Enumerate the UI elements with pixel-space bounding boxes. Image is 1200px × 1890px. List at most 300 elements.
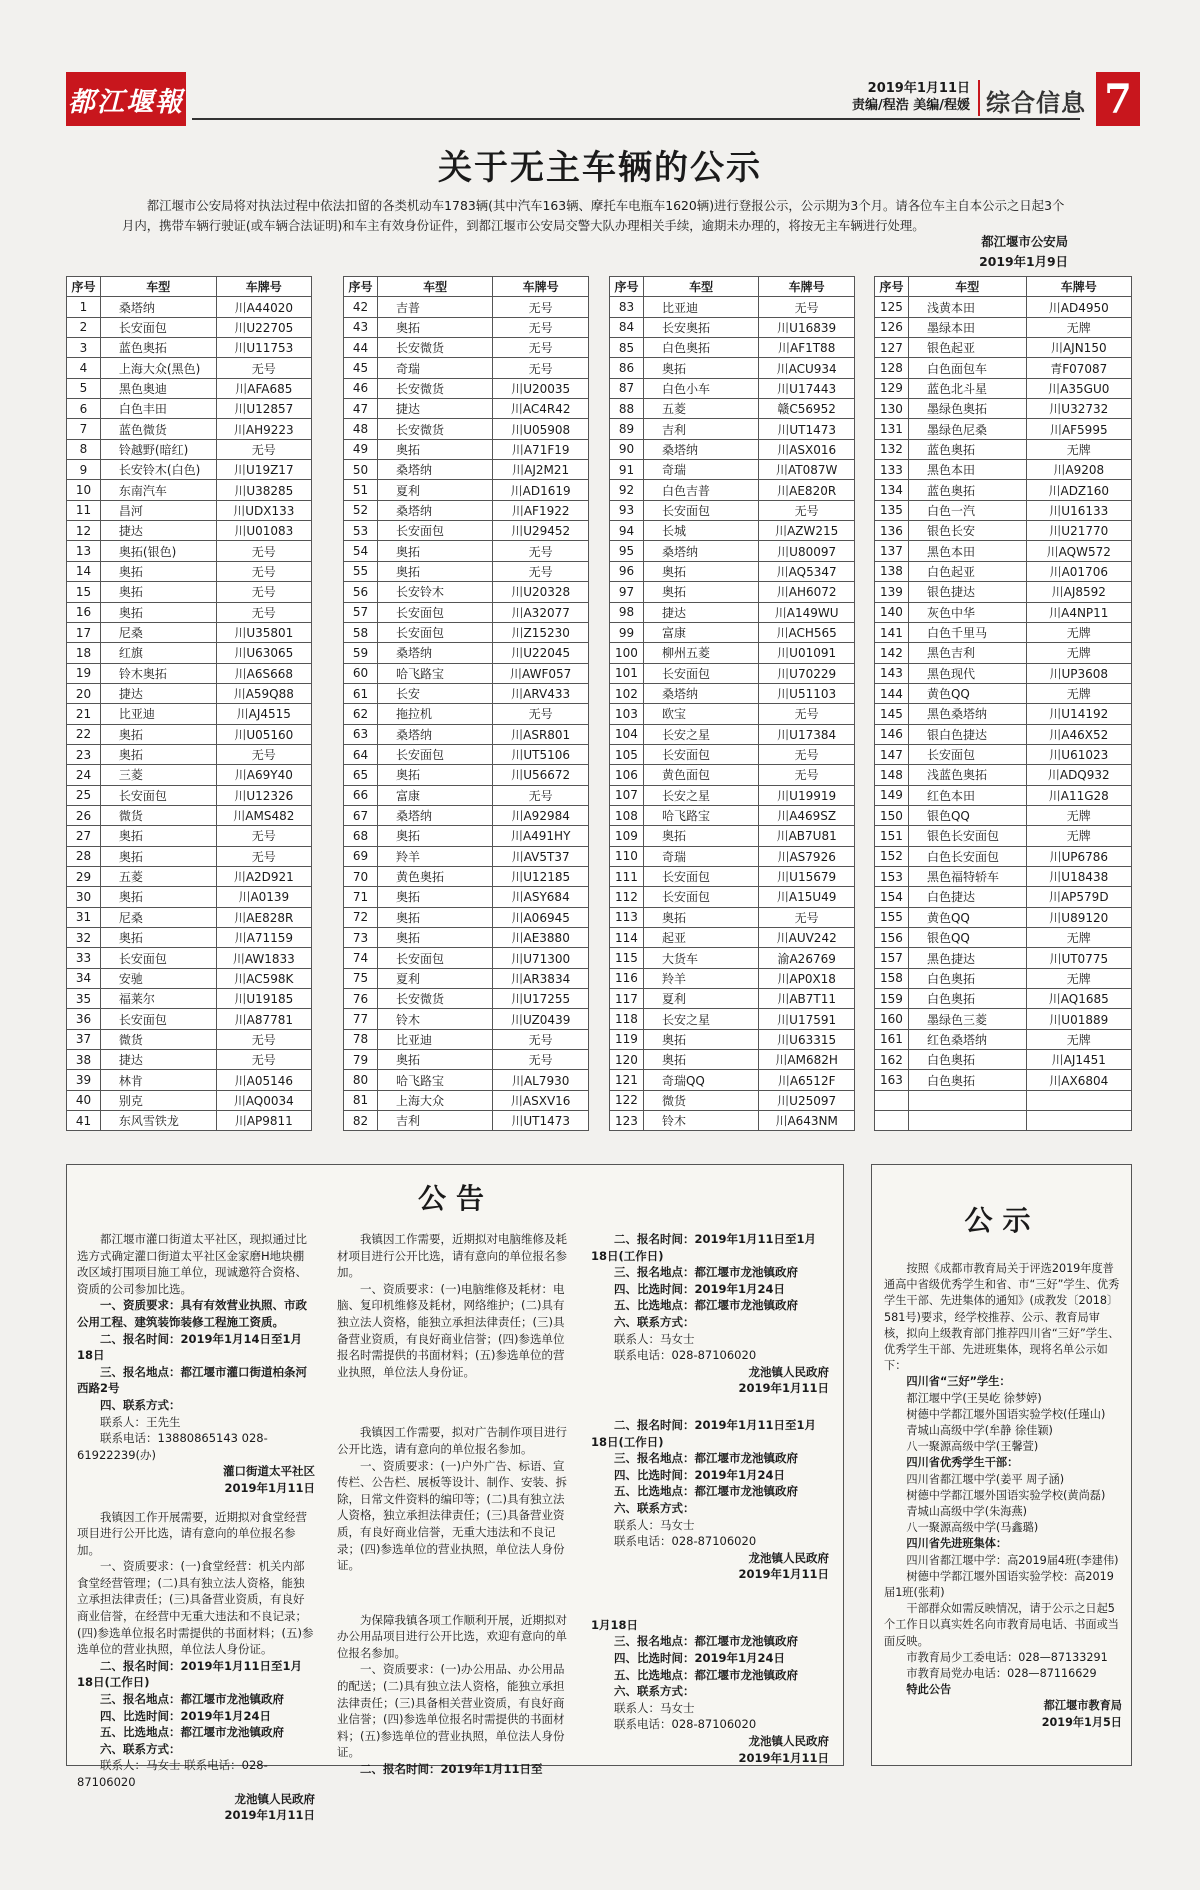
notice-text: 一、资质要求：具有有效营业执照、市政公用工程、建筑装饰装修工程施工资质。 bbox=[77, 1298, 307, 1329]
row-number: 93 bbox=[610, 500, 644, 520]
vehicle-model: 大货车 bbox=[643, 948, 758, 968]
license-plate: 川A6512F bbox=[759, 1070, 855, 1090]
vehicle-model: 吉普 bbox=[377, 297, 492, 317]
license-plate: 川AB7T11 bbox=[759, 989, 855, 1009]
table-header-cell: 序号 bbox=[875, 277, 909, 297]
row-number: 50 bbox=[344, 460, 378, 480]
row-number: 65 bbox=[344, 765, 378, 785]
table-row bbox=[875, 724, 1132, 744]
notice-text: 二、报名时间：2019年1月11日至1月18日(工作日) bbox=[591, 1417, 817, 1449]
license-plate: 川U71300 bbox=[493, 948, 589, 968]
row-number: 99 bbox=[610, 622, 644, 642]
table-row bbox=[344, 1029, 589, 1049]
license-plate: 川AJ8592 bbox=[1026, 582, 1131, 602]
license-plate: 川U15679 bbox=[759, 866, 855, 886]
license-plate: 川U18438 bbox=[1026, 866, 1131, 886]
license-plate: 川AJN150 bbox=[1026, 338, 1131, 358]
table-row bbox=[610, 602, 855, 622]
row-number: 74 bbox=[344, 948, 378, 968]
license-plate: 川AC4R42 bbox=[493, 399, 589, 419]
publicity-text: 青城山高级中学(牟静 徐佳颖) bbox=[906, 1424, 1053, 1438]
vehicle-model: 哈飞路宝 bbox=[377, 1070, 492, 1090]
vehicle-model: 银色QQ bbox=[908, 928, 1026, 948]
table-row bbox=[875, 1111, 1132, 1131]
notice-org: 龙池镇人民政府 bbox=[748, 1734, 829, 1749]
vehicle-model: 奥拓 bbox=[377, 826, 492, 846]
table-row bbox=[344, 1111, 589, 1131]
table-row bbox=[344, 765, 589, 785]
vehicle-model: 墨绿色三菱 bbox=[908, 1009, 1026, 1029]
notice-text: 一、资质要求：(一)电脑维修及耗材：电脑、复印机维修及耗材，网络维护；(二)具有独立法人资格，能独立承担法律责任；(三)具备营业资质，有良好商业信誉；(四)参选单位报名时需提供的书面材料；(五)参选单位的营业执照，单位法人身份证。 bbox=[337, 1281, 565, 1379]
table-row bbox=[344, 358, 589, 378]
license-plate: 川AE828R bbox=[216, 907, 311, 927]
row-number: 94 bbox=[610, 521, 644, 541]
vehicle-model: 奇瑞 bbox=[643, 846, 758, 866]
table-header-row bbox=[875, 277, 1132, 297]
row-number: 126 bbox=[875, 317, 909, 337]
table-row bbox=[67, 541, 312, 561]
table-row bbox=[67, 765, 312, 785]
license-plate: 川AJ4515 bbox=[216, 704, 311, 724]
license-plate: 川ARV433 bbox=[493, 683, 589, 703]
vehicle-model: 奥拓 bbox=[643, 582, 758, 602]
vehicle-model: 奥拓 bbox=[100, 887, 216, 907]
vehicle-model: 红色本田 bbox=[908, 785, 1026, 805]
row-number: 17 bbox=[67, 622, 101, 642]
vehicle-model: 白色奥拓 bbox=[908, 989, 1026, 1009]
license-plate: 川AP579D bbox=[1026, 887, 1131, 907]
table-row bbox=[610, 439, 855, 459]
vehicle-model: 安驰 bbox=[100, 968, 216, 988]
license-plate: 川A0139 bbox=[216, 887, 311, 907]
license-plate: 川A35GU0 bbox=[1026, 378, 1131, 398]
table-row bbox=[344, 724, 589, 744]
row-number: 100 bbox=[610, 643, 644, 663]
table-row bbox=[344, 663, 589, 683]
table-row bbox=[67, 866, 312, 886]
table-row bbox=[344, 480, 589, 500]
table-row bbox=[610, 622, 855, 642]
table-header-cell: 车牌号 bbox=[216, 277, 311, 297]
license-plate: 川U17443 bbox=[759, 378, 855, 398]
table-row bbox=[875, 1009, 1132, 1029]
notice-text: 联系电话：028-87106020 bbox=[614, 1348, 757, 1363]
row-number: 71 bbox=[344, 887, 378, 907]
license-plate: 川U25097 bbox=[759, 1090, 855, 1110]
row-number: 159 bbox=[875, 989, 909, 1009]
row-number: 115 bbox=[610, 948, 644, 968]
row-number: 63 bbox=[344, 724, 378, 744]
row-number: 27 bbox=[67, 826, 101, 846]
row-number: 139 bbox=[875, 582, 909, 602]
row-number: 78 bbox=[344, 1029, 378, 1049]
table-row bbox=[610, 317, 855, 337]
table-row bbox=[610, 338, 855, 358]
license-plate: 川U51103 bbox=[759, 683, 855, 703]
row-number: 83 bbox=[610, 297, 644, 317]
vehicle-model: 银色QQ bbox=[908, 805, 1026, 825]
row-number: 15 bbox=[67, 582, 101, 602]
license-plate: 川U29452 bbox=[493, 521, 589, 541]
row-number: 8 bbox=[67, 439, 101, 459]
row-number: 109 bbox=[610, 826, 644, 846]
notice-text: 联系电话：028-87106020 bbox=[614, 1534, 757, 1549]
vehicle-model: 夏利 bbox=[377, 480, 492, 500]
row-number: 14 bbox=[67, 561, 101, 581]
table-row bbox=[344, 805, 589, 825]
row-number: 138 bbox=[875, 561, 909, 581]
table-row bbox=[610, 399, 855, 419]
vehicle-model: 铃木奥拓 bbox=[100, 663, 216, 683]
row-number: 120 bbox=[610, 1050, 644, 1070]
license-plate: 渝A26769 bbox=[759, 948, 855, 968]
row-number: 117 bbox=[610, 989, 644, 1009]
table-row bbox=[875, 887, 1132, 907]
vehicle-model: 奇瑞 bbox=[643, 460, 758, 480]
row-number: 10 bbox=[67, 480, 101, 500]
publicity-text: 都江堰中学(王昊屹 徐梦婷) bbox=[906, 1391, 1042, 1405]
vehicle-model: 黑色奥迪 bbox=[100, 378, 216, 398]
notice-text: 三、报名地点：都江堰市龙池镇政府 bbox=[100, 1692, 284, 1707]
table-row bbox=[344, 928, 589, 948]
vehicle-model: 奥拓 bbox=[100, 724, 216, 744]
table-row bbox=[610, 460, 855, 480]
notice-title: 公告 bbox=[417, 1182, 494, 1215]
vehicle-model: 黑色福特轿车 bbox=[908, 866, 1026, 886]
license-plate: 川AD4950 bbox=[1026, 297, 1131, 317]
notice-text: 联系电话：13880865143 028-61922239(办) bbox=[77, 1431, 268, 1462]
vehicle-model: 富康 bbox=[377, 785, 492, 805]
table-row bbox=[610, 1070, 855, 1090]
vehicle-model: 白色奥拓 bbox=[908, 1050, 1026, 1070]
publicity-heading: 四川省“三好”学生： bbox=[906, 1375, 1011, 1389]
table-row bbox=[344, 826, 589, 846]
vehicle-model: 奥拓 bbox=[643, 1029, 758, 1049]
vehicle-model: 捷达 bbox=[377, 399, 492, 419]
row-number: 57 bbox=[344, 602, 378, 622]
row-number: 46 bbox=[344, 378, 378, 398]
table-row bbox=[67, 399, 312, 419]
table-row bbox=[344, 643, 589, 663]
row-number: 98 bbox=[610, 602, 644, 622]
publicity-text: 特此公告 bbox=[906, 1683, 952, 1697]
header-editors: 责编/程浩 美编/程媛 bbox=[851, 98, 970, 113]
vehicle-model: 长安面包 bbox=[643, 500, 758, 520]
table-row bbox=[875, 1050, 1132, 1070]
row-number: 73 bbox=[344, 928, 378, 948]
row-number: 82 bbox=[344, 1111, 378, 1131]
vehicle-model: 长安微货 bbox=[377, 989, 492, 1009]
row-number: 34 bbox=[67, 968, 101, 988]
table-row bbox=[875, 317, 1132, 337]
license-plate: 川AQ5347 bbox=[759, 561, 855, 581]
license-plate: 川A9208 bbox=[1026, 460, 1131, 480]
row-number: 147 bbox=[875, 744, 909, 764]
license-plate: 无牌 bbox=[1026, 826, 1131, 846]
vehicle-model: 奥拓 bbox=[100, 826, 216, 846]
row-number: 87 bbox=[610, 378, 644, 398]
license-plate: 川ACH565 bbox=[759, 622, 855, 642]
row-number: 28 bbox=[67, 846, 101, 866]
publicity-text: 干部群众如需反映情况，请于公示之日起5个工作日以真实姓名向市教育局电话、书面或当面反映。 bbox=[884, 1602, 1119, 1648]
row-number: 142 bbox=[875, 643, 909, 663]
license-plate: 无牌 bbox=[1026, 317, 1131, 337]
license-plate: 川A59Q88 bbox=[216, 683, 311, 703]
vehicle-model: 铃木 bbox=[643, 1111, 758, 1131]
table-row bbox=[344, 866, 589, 886]
vehicle-model: 奥拓 bbox=[643, 561, 758, 581]
license-plate: 川Z15230 bbox=[493, 622, 589, 642]
vehicle-model: 奥拓 bbox=[377, 317, 492, 337]
vehicle-model: 长安面包 bbox=[100, 317, 216, 337]
vehicle-model: 三菱 bbox=[100, 765, 216, 785]
vehicle-model: 长安之星 bbox=[643, 724, 758, 744]
notice-text: 我镇因工作需要，拟对广告制作项目进行公开比选，请有意向的单位报名参加。 bbox=[337, 1425, 567, 1456]
vehicle-model: 奥拓 bbox=[643, 1050, 758, 1070]
vehicle-model: 拖拉机 bbox=[377, 704, 492, 724]
license-plate: 川U19Z17 bbox=[216, 460, 311, 480]
vehicle-model: 长安面包 bbox=[908, 744, 1026, 764]
row-number: 97 bbox=[610, 582, 644, 602]
row-number: 33 bbox=[67, 948, 101, 968]
header-rule bbox=[192, 118, 1080, 120]
row-number: 75 bbox=[344, 968, 378, 988]
table-row bbox=[67, 582, 312, 602]
table-row bbox=[875, 419, 1132, 439]
row-number: 59 bbox=[344, 643, 378, 663]
notice-date: 2019年1月11日 bbox=[738, 1567, 829, 1582]
table-row bbox=[610, 907, 855, 927]
license-plate: 无号 bbox=[216, 826, 311, 846]
vehicle-model: 五菱 bbox=[100, 866, 216, 886]
table-row bbox=[344, 683, 589, 703]
row-number: 6 bbox=[67, 399, 101, 419]
license-plate: 川A71159 bbox=[216, 928, 311, 948]
notice-text: 二、报名时间：2019年1月14日至1月18日 bbox=[77, 1331, 303, 1363]
license-plate: 川UDX133 bbox=[216, 500, 311, 520]
table-row bbox=[344, 887, 589, 907]
table-row bbox=[610, 643, 855, 663]
vehicle-model: 奥拓 bbox=[377, 439, 492, 459]
row-number: 58 bbox=[344, 622, 378, 642]
license-plate bbox=[1026, 1111, 1131, 1131]
row-number: 136 bbox=[875, 521, 909, 541]
notice-text: 三、报名地点：都江堰市龙池镇政府 bbox=[614, 1265, 798, 1280]
license-plate: 川A69Y40 bbox=[216, 765, 311, 785]
row-number: 153 bbox=[875, 866, 909, 886]
vehicle-model: 蓝色奥拓 bbox=[908, 480, 1026, 500]
row-number: 161 bbox=[875, 1029, 909, 1049]
notice-org: 灌口街道太平社区 bbox=[223, 1464, 315, 1479]
table-row bbox=[344, 1070, 589, 1090]
vehicle-model: 白色奥拓 bbox=[643, 338, 758, 358]
table-row bbox=[344, 541, 589, 561]
row-number: 88 bbox=[610, 399, 644, 419]
license-plate: 无号 bbox=[216, 439, 311, 459]
row-number: 54 bbox=[344, 541, 378, 561]
vehicle-model: 奥拓 bbox=[100, 744, 216, 764]
row-number: 144 bbox=[875, 683, 909, 703]
table-row bbox=[67, 968, 312, 988]
row-number bbox=[875, 1090, 909, 1110]
vehicle-model: 奥拓 bbox=[100, 928, 216, 948]
notice-text: 联系人：王先生 bbox=[100, 1414, 181, 1429]
row-number: 42 bbox=[344, 297, 378, 317]
table-row bbox=[344, 602, 589, 622]
notice-text: 联系人：马女士 联系电话：028-87106020 bbox=[77, 1758, 268, 1789]
vehicle-model: 墨绿色奥拓 bbox=[908, 399, 1026, 419]
table-row bbox=[875, 622, 1132, 642]
license-plate: 川AWF057 bbox=[493, 663, 589, 683]
publicity-org: 都江堰市教育局 bbox=[1043, 1699, 1122, 1713]
table-row bbox=[875, 663, 1132, 683]
vehicle-model: 夏利 bbox=[377, 968, 492, 988]
row-number: 66 bbox=[344, 785, 378, 805]
license-plate: 川AH6072 bbox=[759, 582, 855, 602]
license-plate: 川U01091 bbox=[759, 643, 855, 663]
vehicle-model: 奥拓 bbox=[377, 1050, 492, 1070]
license-plate: 无号 bbox=[493, 317, 589, 337]
vehicle-model: 银色捷达 bbox=[908, 582, 1026, 602]
row-number: 16 bbox=[67, 602, 101, 622]
row-number: 113 bbox=[610, 907, 644, 927]
table-header-cell: 车型 bbox=[908, 277, 1026, 297]
license-plate: 川U35801 bbox=[216, 622, 311, 642]
notice-text: 四、联系方式： bbox=[100, 1397, 181, 1412]
table-row bbox=[875, 602, 1132, 622]
license-plate: 川A149WU bbox=[759, 602, 855, 622]
table-row bbox=[610, 928, 855, 948]
vehicle-model: 奥拓 bbox=[377, 928, 492, 948]
vehicle-model: 桑塔纳 bbox=[643, 439, 758, 459]
license-plate: 无号 bbox=[759, 297, 855, 317]
license-plate: 川U16839 bbox=[759, 317, 855, 337]
row-number: 150 bbox=[875, 805, 909, 825]
table-row bbox=[344, 785, 589, 805]
vehicle-model: 长安面包 bbox=[377, 948, 492, 968]
license-plate: 川AMS482 bbox=[216, 805, 311, 825]
table-row bbox=[344, 582, 589, 602]
notice-text: 四、比选时间：2019年1月24日 bbox=[614, 1467, 786, 1482]
row-number: 41 bbox=[67, 1111, 101, 1131]
row-number: 91 bbox=[610, 460, 644, 480]
table-header-cell: 车牌号 bbox=[1026, 277, 1131, 297]
row-number: 107 bbox=[610, 785, 644, 805]
vehicle-model: 蓝色奥拓 bbox=[908, 439, 1026, 459]
vehicle-model: 长安之星 bbox=[643, 1009, 758, 1029]
vehicle-model: 白色小车 bbox=[643, 378, 758, 398]
license-plate: 川U11753 bbox=[216, 338, 311, 358]
license-plate: 川U12326 bbox=[216, 785, 311, 805]
row-number: 135 bbox=[875, 500, 909, 520]
table-row bbox=[344, 317, 589, 337]
table-row bbox=[610, 1090, 855, 1110]
vehicle-model: 奥拓 bbox=[377, 561, 492, 581]
license-plate: 无号 bbox=[493, 297, 589, 317]
license-plate: 川ASY684 bbox=[493, 887, 589, 907]
vehicle-model: 铃木 bbox=[377, 1009, 492, 1029]
row-number: 151 bbox=[875, 826, 909, 846]
row-number: 119 bbox=[610, 1029, 644, 1049]
vehicle-model: 奥拓 bbox=[100, 602, 216, 622]
vehicle-model: 长安铃木(白色) bbox=[100, 460, 216, 480]
vehicle-model: 黑色本田 bbox=[908, 541, 1026, 561]
license-plate: 无号 bbox=[759, 744, 855, 764]
row-number: 105 bbox=[610, 744, 644, 764]
table-row bbox=[67, 907, 312, 927]
row-number: 39 bbox=[67, 1070, 101, 1090]
vehicle-model: 桑塔纳 bbox=[643, 683, 758, 703]
notice-org: 龙池镇人民政府 bbox=[748, 1364, 829, 1379]
row-number: 3 bbox=[67, 338, 101, 358]
notice-text: 联系电话：028-87106020 bbox=[614, 1717, 757, 1732]
vehicle-model: 长安微货 bbox=[377, 419, 492, 439]
vehicle-model: 银色长安 bbox=[908, 521, 1026, 541]
publicity-heading: 四川省优秀学生干部： bbox=[906, 1456, 1019, 1470]
row-number: 23 bbox=[67, 744, 101, 764]
notice-text: 二、报名时间：2019年1月11日至 bbox=[360, 1762, 543, 1777]
license-plate: 川AJ2M21 bbox=[493, 460, 589, 480]
license-plate: 川A32077 bbox=[493, 602, 589, 622]
vehicle-model: 长安 bbox=[377, 683, 492, 703]
license-plate: 川ACU934 bbox=[759, 358, 855, 378]
license-plate: 无号 bbox=[216, 1050, 311, 1070]
vehicle-model: 白色长安面包 bbox=[908, 846, 1026, 866]
row-number: 79 bbox=[344, 1050, 378, 1070]
table-row bbox=[344, 704, 589, 724]
issuer: 都江堰市公安局 bbox=[981, 234, 1068, 249]
row-number: 49 bbox=[344, 439, 378, 459]
table-row bbox=[67, 683, 312, 703]
row-number: 129 bbox=[875, 378, 909, 398]
row-number: 92 bbox=[610, 480, 644, 500]
row-number: 146 bbox=[875, 724, 909, 744]
notice-text: 都江堰市灌口街道太平社区，现拟通过比选方式确定灌口街道太平社区金家磨H地块棚改区域打围项目施工单位，现诚邀符合资格、资质的公司参加比选。 bbox=[77, 1232, 307, 1296]
license-plate: 无号 bbox=[493, 358, 589, 378]
license-plate: 川A643NM bbox=[759, 1111, 855, 1131]
table-row bbox=[875, 460, 1132, 480]
notice-text: 三、报名地点：都江堰市龙池镇政府 bbox=[614, 1634, 798, 1649]
section-name: 综合信息 bbox=[986, 89, 1086, 117]
notice-text: 一、资质要求：(一)户外广告、标语、宣传栏、公告栏、展板等设计、制作、安装、拆除，日常文件资料的编印等；(二)具有独立法人资格，独立承担法律责任；(三)具备营业资质，有良好商业信誉，无重大违法和不良记录；(四)参选单位的营业执照，单位法人身份证。 bbox=[337, 1458, 567, 1573]
notice-text: 六、联系方式： bbox=[614, 1314, 695, 1329]
issue-date: 2019年1月9日 bbox=[979, 254, 1068, 269]
license-plate: 川A92984 bbox=[493, 805, 589, 825]
license-plate: 川U17384 bbox=[759, 724, 855, 744]
notice-text: 六、联系方式： bbox=[614, 1500, 695, 1515]
license-plate: 无号 bbox=[216, 358, 311, 378]
license-plate: 无号 bbox=[216, 541, 311, 561]
table-header-cell: 序号 bbox=[67, 277, 101, 297]
row-number: 69 bbox=[344, 846, 378, 866]
row-number: 81 bbox=[344, 1090, 378, 1110]
row-number: 38 bbox=[67, 1050, 101, 1070]
table-row bbox=[67, 622, 312, 642]
row-number: 9 bbox=[67, 460, 101, 480]
license-plate: 川UT5106 bbox=[493, 744, 589, 764]
row-number: 40 bbox=[67, 1090, 101, 1110]
table-row bbox=[344, 439, 589, 459]
vehicle-model: 微货 bbox=[100, 805, 216, 825]
vehicle-model: 林肯 bbox=[100, 1070, 216, 1090]
table-row bbox=[67, 1111, 312, 1131]
table-row bbox=[610, 561, 855, 581]
table-row bbox=[610, 683, 855, 703]
row-number: 60 bbox=[344, 663, 378, 683]
table-row bbox=[875, 1070, 1132, 1090]
license-plate: 无号 bbox=[216, 744, 311, 764]
row-number: 31 bbox=[67, 907, 101, 927]
